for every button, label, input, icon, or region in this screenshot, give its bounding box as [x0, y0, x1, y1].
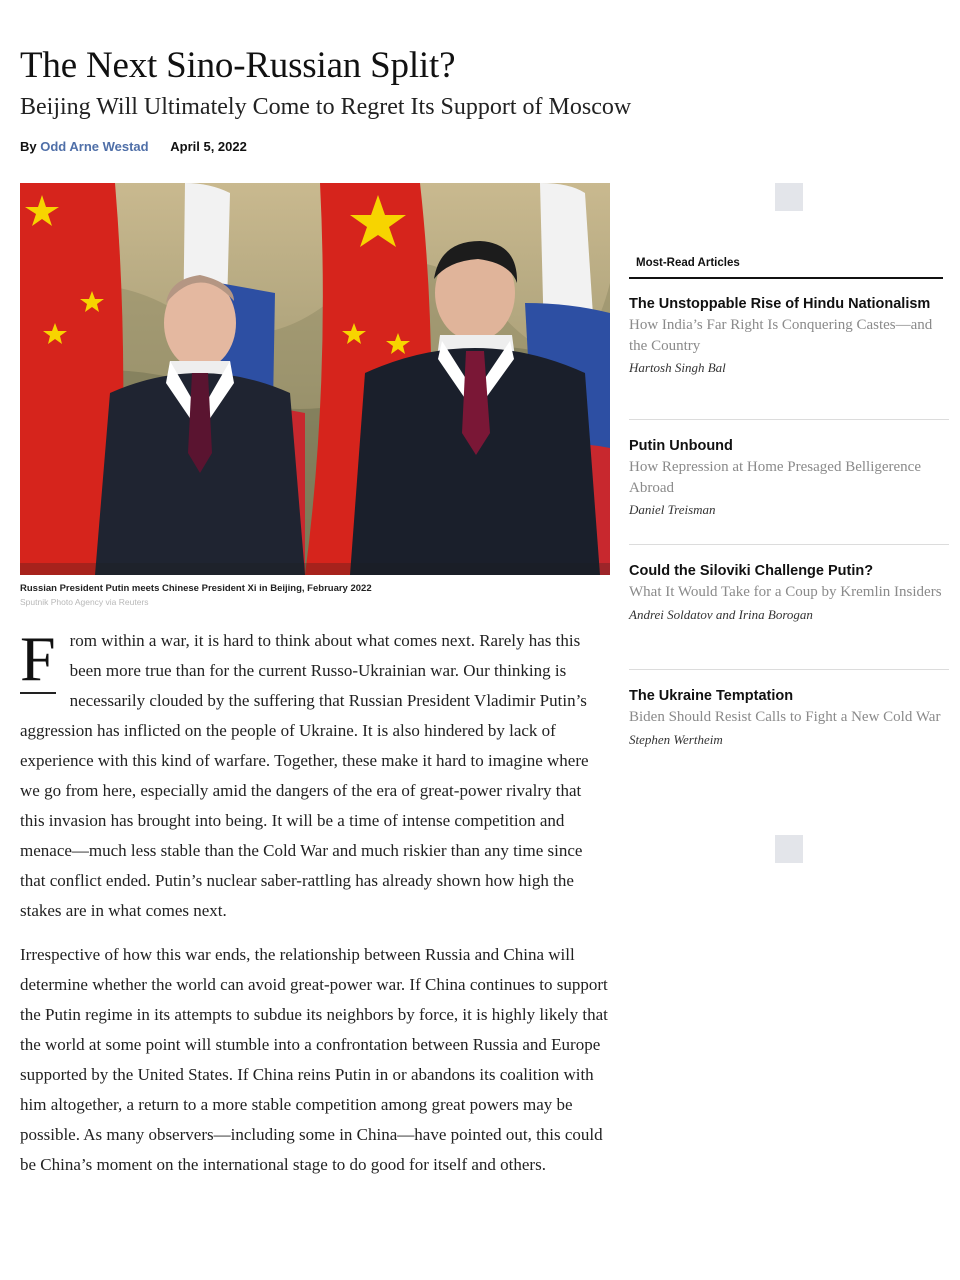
article-body: [20, 623, 610, 1194]
ad-placeholder-bottom: [775, 835, 803, 863]
byline: [20, 139, 247, 154]
most-read-author: Stephen Wertheim: [629, 731, 723, 747]
most-read-title[interactable]: Putin Unbound: [629, 438, 733, 454]
most-read-item[interactable]: [629, 296, 949, 376]
byline-prefix: By: [20, 139, 37, 154]
lead-photo: [20, 183, 610, 575]
article-paragraph-1: [20, 623, 610, 926]
author-link[interactable]: Odd Arne Westad: [40, 139, 149, 154]
most-read-author: Andrei Soldatov and Irina Borogan: [629, 606, 813, 622]
most-read-rule: [629, 277, 943, 279]
most-read-dek: Biden Should Resist Calls to Fight a New Cold War: [629, 709, 941, 725]
most-read-title[interactable]: Could the Siloviki Challenge Putin?: [629, 563, 874, 579]
most-read-author: Hartosh Singh Bal: [629, 360, 726, 375]
photo-caption: Russian President Putin meets Chinese President Xi in Beijing, February 2022: [20, 583, 372, 594]
ad-placeholder-top: [775, 183, 803, 211]
most-read-item[interactable]: [629, 438, 949, 518]
most-read-divider: [629, 419, 949, 420]
article-subheadline: Beijing Will Ultimately Come to Regret Its Support of Moscow: [20, 94, 632, 120]
most-read-dek: How India’s Far Right Is Conquering Castes—and the Country: [629, 317, 933, 354]
publish-date: April 5, 2022: [170, 139, 247, 154]
most-read-divider: [629, 669, 949, 670]
most-read-divider: [629, 544, 949, 545]
article-headline: The Next Sino-Russian Split?: [20, 45, 456, 86]
most-read-title[interactable]: The Ukraine Temptation: [629, 688, 794, 704]
most-read-item[interactable]: [629, 563, 949, 623]
most-read-item[interactable]: [629, 688, 949, 748]
most-read-dek: What It Would Take for a Coup by Kremlin Insiders: [629, 584, 942, 600]
drop-cap: F: [20, 623, 56, 694]
photo-credit: Sputnik Photo Agency via Reuters: [20, 597, 149, 607]
most-read-dek: How Repression at Home Presaged Belligerence Abroad: [629, 459, 921, 496]
most-read-author: Daniel Treisman: [629, 502, 716, 517]
article-paragraph-1-text: rom within a war, it is hard to think about what comes next. Rarely has this been more true than for the current Russo-Ukrainian war. Our thinking is necessarily clouded by the suffering that Russian President Vladimir Putin’s aggression has inflicted on the people of Ukraine. It is also hindered by lack of experience with this kind of warfare. Together, these make it hard to imagine where we go from here, especially amid the dangers of the era of great-power rivalry that this invasion has brought into being. It will be a time of intense competition and menace—much less stable than the Cold War and much riskier than any time since that conflict ended. Putin’s nuclear saber-rattling has already shown how high the stakes are in what comes next.: [20, 631, 589, 920]
most-read-title[interactable]: The Unstoppable Rise of Hindu Nationalism: [629, 296, 931, 312]
article-paragraph-2: Irrespective of how this war ends, the relationship between Russia and China will determine whether the world can avoid great-power war. If China continues to support the Putin regime in its attempts to subdue its neighbors by force, it is highly likely that the world at some point will stumble into a confrontation between Russia and Europe supported by the United States. If China reins Putin in or abandons its coalition with him altogether, a return to a more stable competition among great powers may be possible. As many observers—including some in China—have pointed out, this could be China’s moment on the international stage to do good for itself and others.: [20, 945, 608, 1174]
most-read-label: Most-Read Articles: [636, 257, 740, 269]
lead-photo-illustration: [20, 183, 610, 575]
